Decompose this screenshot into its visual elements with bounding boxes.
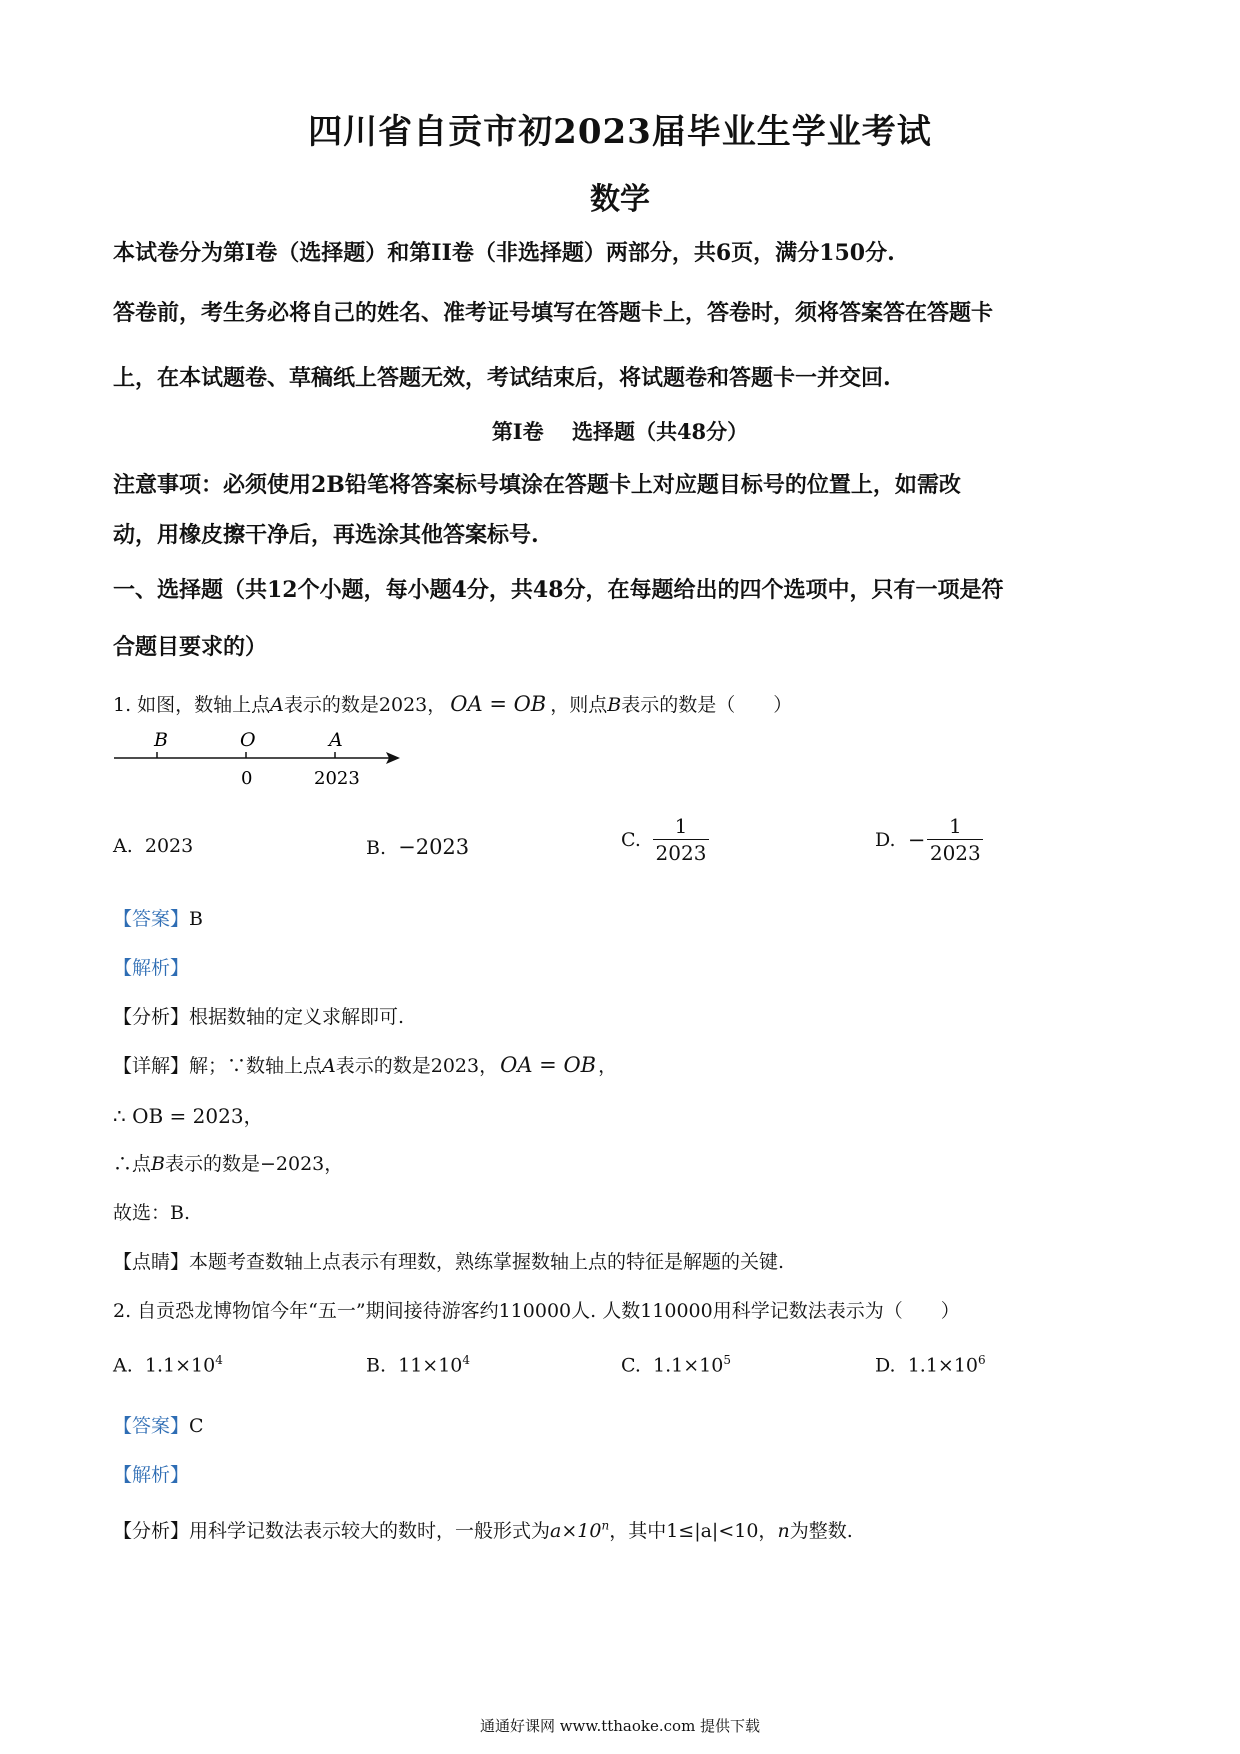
q1-xiangjie (113, 1051, 617, 1078)
fraction-bar (927, 839, 983, 840)
q1-choose: 故选：B. (113, 1202, 191, 1224)
xiangjie-equation: OA = OB (500, 1053, 597, 1077)
q1-answer (113, 904, 203, 931)
option-label: D. (875, 828, 896, 851)
q1-option-d (875, 815, 983, 864)
option-base: 1.1×10 (907, 1354, 979, 1377)
q1-stem (113, 690, 792, 717)
q1-option-a (113, 835, 193, 857)
option-base: 11×10 (398, 1354, 463, 1377)
subject-title: 数学 (590, 182, 650, 217)
option-sign: − (907, 827, 926, 852)
number-line-figure (110, 728, 410, 790)
option-label: A. (113, 1354, 133, 1377)
option-label: B. (366, 1354, 387, 1377)
step-part: ∴点 (113, 1153, 152, 1175)
q1-step-1: ∴ OB = 2023， (113, 1104, 264, 1128)
step-part: 表示的数是−2023， (164, 1153, 344, 1175)
q1-stem-part: 1. 如图，数轴上点 (113, 694, 271, 716)
intro-line-2: 答卷前，考生务必将自己的姓名、准考证号填写在答题卡上，答卷时，须将答案答在答题卡 (113, 300, 994, 326)
fenxi-part: ，其中1≤|a|<10， (609, 1520, 778, 1542)
q2-option-b (366, 1353, 470, 1376)
q1-fenxi: 【分析】根据数轴的定义求解即可. (113, 1006, 405, 1028)
part-title-1: 一、选择题（共12个小题，每小题4分，共48分，在每题给出的四个选项中，只有一项是符 (113, 577, 1004, 603)
q2-analysis-tag: 【解析】 (113, 1464, 190, 1486)
fenxi-part: 为整数. (789, 1520, 853, 1542)
q1-step-2 (113, 1149, 343, 1176)
q2-option-c (621, 1353, 731, 1376)
option-exponent: 5 (723, 1353, 731, 1367)
intro-line-1: 本试卷分为第I卷（选择题）和第II卷（非选择题）两部分，共6页，满分150分. (113, 240, 895, 266)
intro-line-3: 上，在本试题卷、草稿纸上答题无效，考试结束后，将试题卷和答题卡一并交回. (113, 365, 891, 391)
q1-stem-part: ，则点 (550, 694, 608, 716)
fraction-numerator: 1 (674, 814, 688, 838)
option-label: D. (875, 1354, 896, 1377)
q1-equation: OA = OB (450, 692, 547, 716)
answer-tag: 【答案】 (113, 1415, 190, 1437)
notice-line-2: 动，用橡皮擦干净后，再选涂其他答案标号. (113, 522, 539, 548)
option-value: −2023 (398, 835, 470, 859)
fenxi-var: n (777, 1520, 790, 1542)
option-label: C. (621, 1354, 641, 1377)
fenxi-expression: a×10 (550, 1520, 602, 1542)
q2-stem: 2. 自贡恐龙博物馆今年“五一”期间接待游客约110000人. 人数110000用科学记数法表示为（ ） (113, 1300, 960, 1322)
footer-text: 通通好课网 www.tthaoke.com 提供下载 (479, 1717, 761, 1735)
tick-label-2023: 2023 (314, 768, 360, 789)
xiangjie-var: A (322, 1055, 336, 1077)
answer-value: C (189, 1415, 204, 1437)
step-var: B (151, 1153, 165, 1175)
q2-option-a (113, 1353, 223, 1376)
xiangjie-part: ， (598, 1055, 618, 1077)
q2-option-d (875, 1353, 986, 1376)
point-label-a: A (329, 729, 343, 751)
fraction-denominator: 2023 (929, 841, 981, 865)
fraction-d (927, 815, 983, 864)
notice-line-1: 注意事项：必须使用2B铅笔将答案标号填涂在答题卡上对应题目标号的位置上，如需改 (113, 472, 961, 498)
part-title-2: 合题目要求的） (113, 634, 268, 660)
q1-stem-part: 表示的数是（ ） (621, 694, 793, 716)
fraction-c (653, 815, 709, 864)
option-label: B. (366, 837, 387, 859)
q2-fenxi (113, 1516, 853, 1543)
q1-option-c (621, 815, 709, 864)
xiangjie-part: 表示的数是2023， (335, 1055, 499, 1077)
point-label-o: O (240, 729, 256, 751)
fenxi-part: 【分析】用科学记数法表示较大的数时，一般形式为 (113, 1520, 551, 1542)
section-heading: 第I卷 选择题（共48分） (491, 419, 749, 444)
xiangjie-part: 【详解】解；∵数轴上点 (113, 1055, 323, 1077)
tick-label-0: 0 (241, 768, 253, 789)
option-base: 1.1×10 (653, 1354, 724, 1377)
page-title: 四川省自贡市初2023届毕业生学业考试 (308, 112, 932, 152)
q1-var-a: A (270, 694, 284, 716)
answer-tag: 【答案】 (113, 908, 190, 930)
option-exponent: 6 (978, 1353, 986, 1367)
option-value: 2023 (144, 835, 194, 857)
q1-var-b: B (607, 694, 622, 716)
q1-stem-part: 表示的数是2023， (283, 694, 447, 716)
option-label: C. (621, 828, 641, 851)
q1-dianjing: 【点睛】本题考查数轴上点表示有理数，熟练掌握数轴上点的特征是解题的关键. (113, 1251, 785, 1273)
fraction-numerator: 1 (948, 814, 962, 838)
option-base: 1.1×10 (144, 1354, 216, 1377)
fenxi-exponent: n (601, 1518, 610, 1533)
fraction-bar (653, 839, 709, 840)
option-exponent: 4 (462, 1353, 471, 1367)
answer-value: B (189, 908, 203, 930)
q2-answer (113, 1411, 204, 1438)
option-exponent: 4 (215, 1353, 223, 1367)
fraction-denominator: 2023 (655, 841, 707, 865)
q1-analysis-tag: 【解析】 (113, 957, 190, 979)
q1-option-b (366, 835, 469, 859)
point-label-b: B (154, 729, 168, 751)
option-label: A. (113, 835, 133, 857)
